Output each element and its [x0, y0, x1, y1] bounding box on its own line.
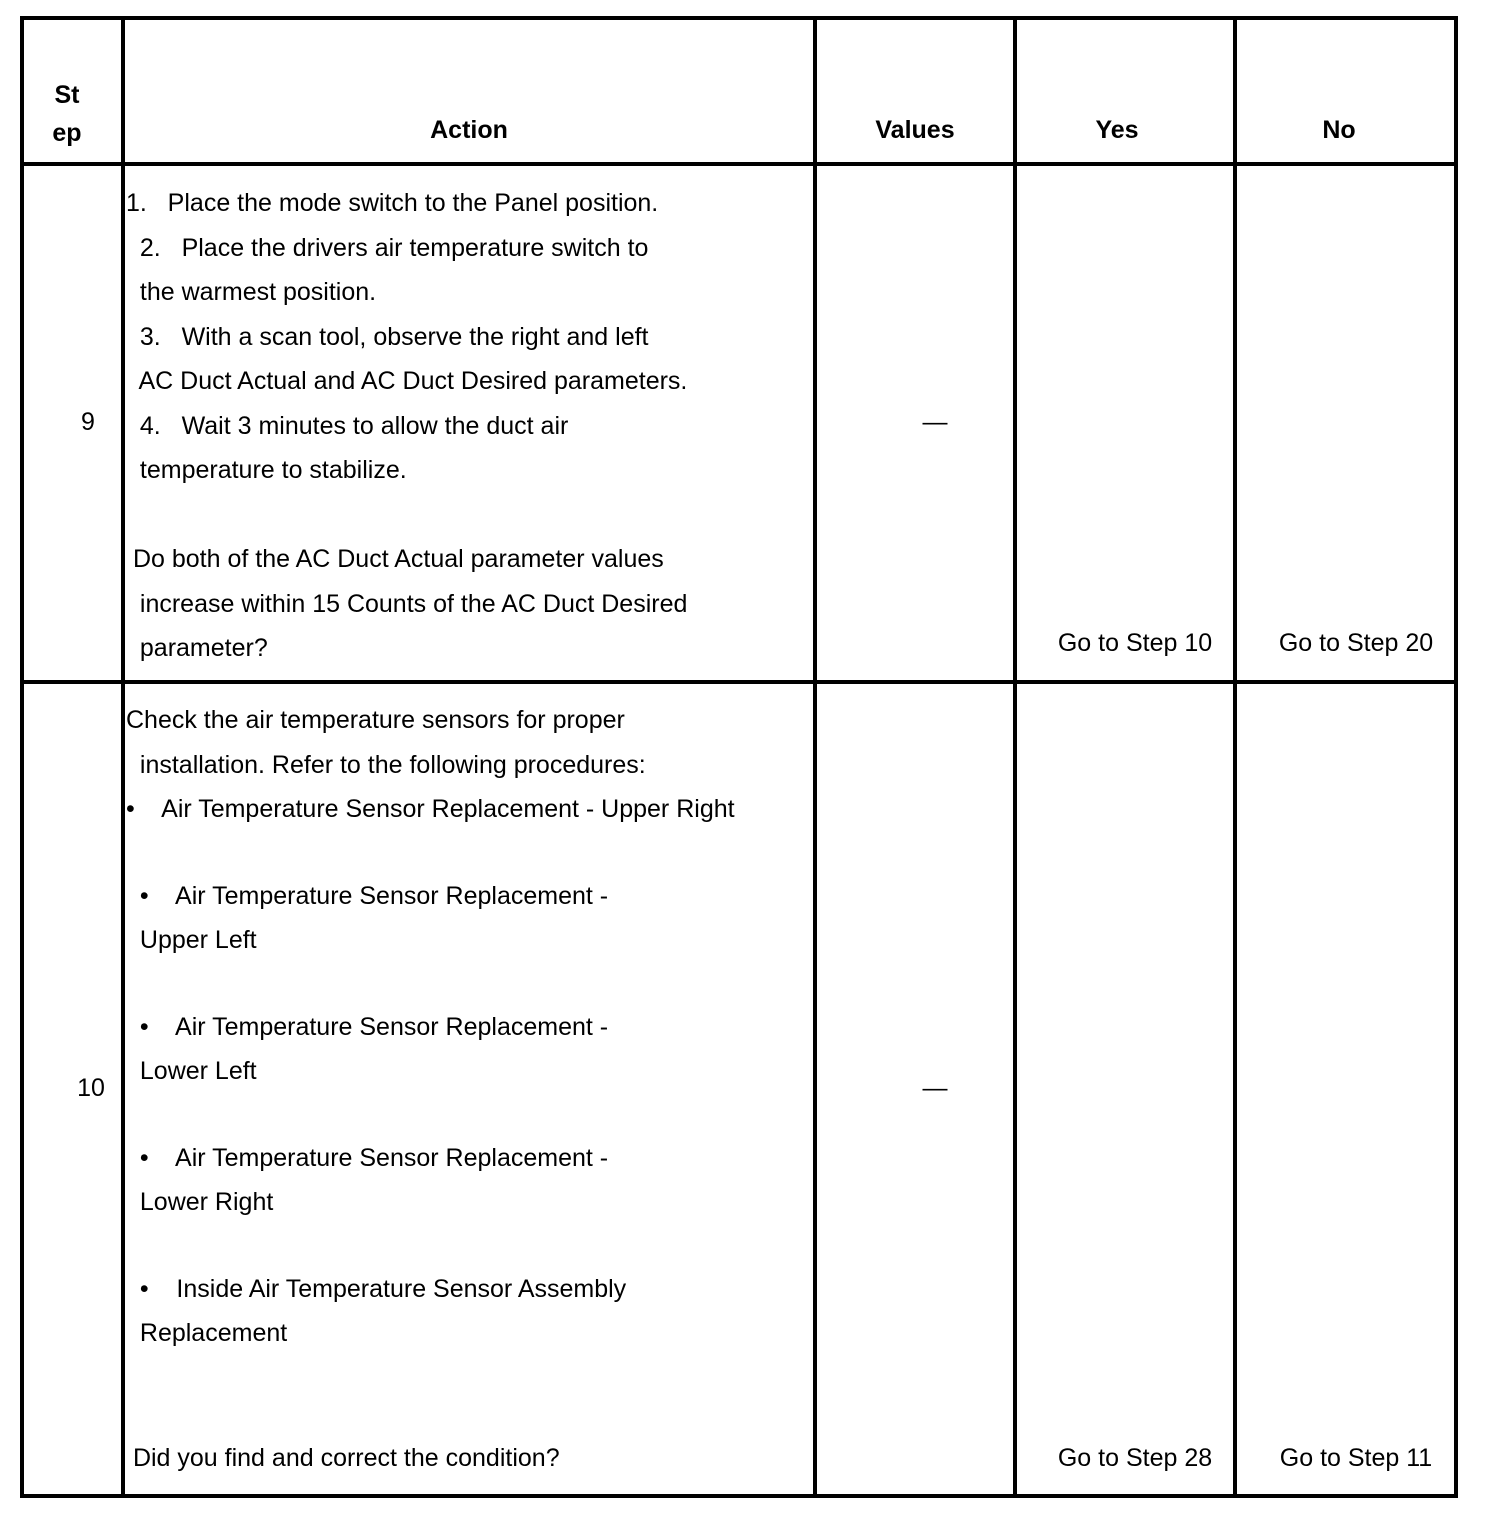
action-line: Lower Right — [126, 1188, 274, 1216]
action-line — [126, 1094, 735, 1136]
column-divider-action — [813, 16, 817, 1498]
action-line: the warmest position. — [126, 278, 377, 306]
step-number: 10 — [77, 1074, 105, 1102]
action-line: Check the air temperature sensors for proper — [126, 706, 625, 734]
action-line — [126, 832, 735, 874]
header-no: No — [1322, 116, 1356, 144]
column-divider-yes — [1233, 16, 1237, 1498]
header-step — [24, 76, 110, 152]
action-line — [126, 963, 735, 1005]
action-line: Upper Left — [126, 926, 257, 954]
table-border-left — [20, 16, 24, 1498]
action-cell — [126, 181, 687, 671]
action-line — [126, 493, 687, 538]
action-line — [126, 1356, 735, 1396]
action-line — [126, 1225, 735, 1267]
step-number: 9 — [81, 408, 95, 436]
action-line: increase within 15 Counts of the AC Duct Desired — [126, 589, 688, 618]
action-line: 4. Wait 3 minutes to allow the duct air — [126, 411, 569, 440]
action-line: Do both of the AC Duct Actual parameter values — [126, 545, 664, 573]
yes-cell: Go to Step 28 — [1057, 1444, 1213, 1472]
action-line: • Air Temperature Sensor Replacement - Upper Right — [126, 795, 735, 823]
header-divider — [20, 162, 1458, 166]
action-line: AC Duct Actual and AC Duct Desired parameters. — [126, 367, 688, 395]
procedure-table — [20, 16, 1458, 1498]
column-divider-step — [121, 16, 125, 1498]
no-cell: Go to Step 11 — [1279, 1444, 1433, 1472]
action-line: parameter? — [126, 634, 268, 662]
header-action: Action — [430, 116, 508, 144]
header-step-line1: St — [54, 81, 80, 109]
header-step-line2: ep — [52, 119, 82, 147]
value-cell: — — [922, 1074, 948, 1102]
action-line: Lower Left — [126, 1057, 257, 1085]
action-line: Replacement — [126, 1319, 288, 1347]
action-line: 1. Place the mode switch to the Panel position. — [126, 189, 659, 217]
action-line: 2. Place the drivers air temperature switch to — [126, 233, 649, 262]
action-line: • Air Temperature Sensor Replacement - — [126, 1143, 609, 1172]
column-divider-values — [1013, 16, 1017, 1498]
action-line: installation. Refer to the following procedures: — [126, 750, 646, 779]
header-yes: Yes — [1095, 116, 1139, 144]
row-divider — [20, 680, 1458, 684]
action-line: 3. With a scan tool, observe the right and left — [126, 322, 649, 351]
table-border-bottom — [20, 1494, 1458, 1498]
yes-cell: Go to Step 10 — [1057, 629, 1213, 657]
value-cell: — — [922, 408, 948, 436]
header-values: Values — [875, 116, 955, 144]
action-line: • Inside Air Temperature Sensor Assembly — [126, 1274, 627, 1303]
action-line: temperature to stabilize. — [126, 456, 407, 484]
action-cell — [126, 698, 735, 1480]
action-line: Did you find and correct the condition? — [126, 1443, 560, 1472]
action-line: • Air Temperature Sensor Replacement - — [126, 1012, 609, 1041]
table-border-right — [1454, 16, 1458, 1498]
action-line — [126, 1396, 735, 1436]
no-cell: Go to Step 20 — [1278, 629, 1434, 657]
table-border-top — [20, 16, 1458, 20]
action-line: • Air Temperature Sensor Replacement - — [126, 881, 609, 910]
